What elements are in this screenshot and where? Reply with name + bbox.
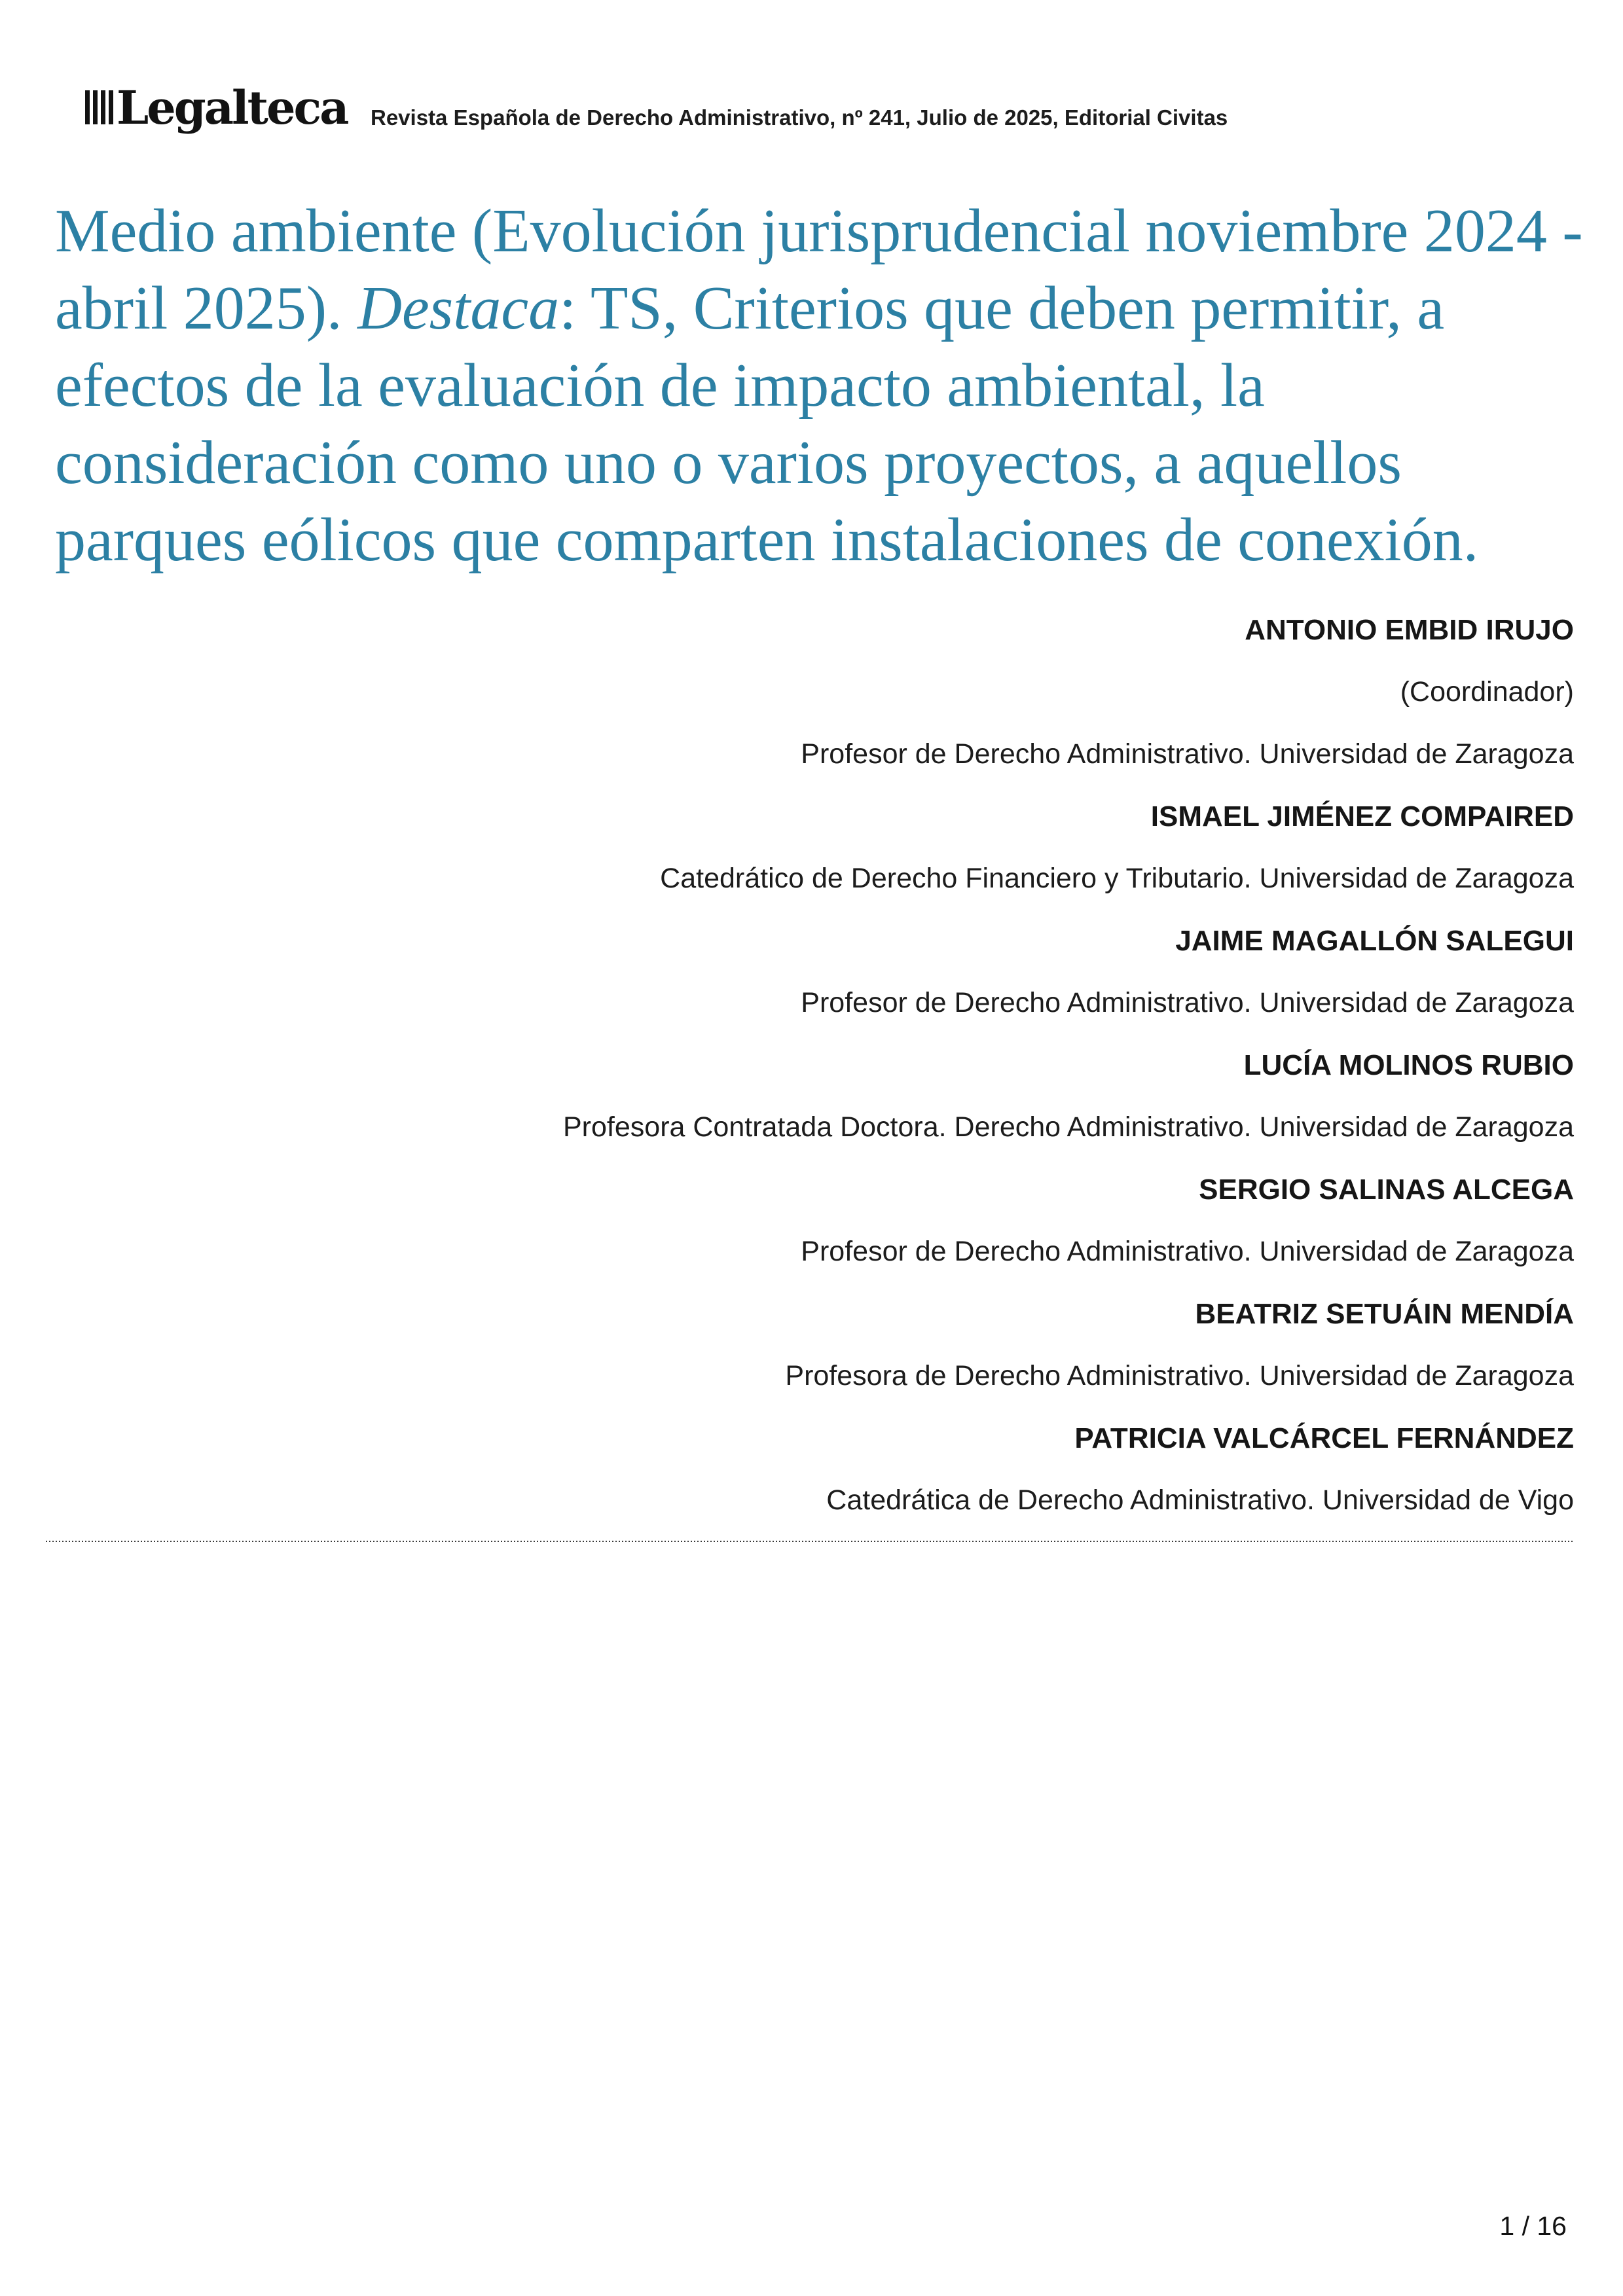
title-lead: Medio ambiente (Evolución jurisprudencial noviembre 2024 - abril 2025). xyxy=(55,197,1583,342)
author-affiliation: Profesora Contratada Doctora. Derecho Administrativo. Universidad de Zaragoza xyxy=(563,1111,1574,1143)
author-affiliation: Profesor de Derecho Administrativo. Universidad de Zaragoza xyxy=(801,987,1574,1018)
authors-block xyxy=(264,599,1574,1532)
author-name: JAIME MAGALLÓN SALEGUI xyxy=(1175,925,1574,957)
page-indicator: 1 / 16 xyxy=(1499,2211,1567,2241)
dotted-separator xyxy=(46,1541,1573,1543)
logo-text: Legalteca xyxy=(117,81,348,135)
author-affiliation: Profesora de Derecho Administrativo. Universidad de Zaragoza xyxy=(785,1360,1574,1391)
title-emphasis: Destaca xyxy=(357,274,560,342)
author-affiliation: Catedrática de Derecho Administrativo. Universidad de Vigo xyxy=(826,1484,1574,1516)
document-title xyxy=(55,192,1587,579)
author-affiliation: (Coordinador) xyxy=(1400,676,1574,708)
author-name: LUCÍA MOLINOS RUBIO xyxy=(1243,1049,1574,1081)
legalteca-bars-icon xyxy=(85,90,113,124)
author-name: BEATRIZ SETUÁIN MENDÍA xyxy=(1195,1298,1574,1330)
author-affiliation: Profesor de Derecho Administrativo. Universidad de Zaragoza xyxy=(801,738,1574,770)
author-name: PATRICIA VALCÁRCEL FERNÁNDEZ xyxy=(1074,1422,1574,1454)
author-affiliation: Profesor de Derecho Administrativo. Universidad de Zaragoza xyxy=(801,1236,1574,1267)
author-name: ANTONIO EMBID IRUJO xyxy=(1245,614,1574,646)
brand-logo xyxy=(85,81,348,135)
author-name: ISMAEL JIMÉNEZ COMPAIRED xyxy=(1150,800,1574,833)
author-name: SERGIO SALINAS ALCEGA xyxy=(1199,1174,1574,1206)
journal-header-line: Revista Española de Derecho Administrativo, nº 241, Julio de 2025, Editorial Civitas xyxy=(371,105,1228,130)
title-rest: : TS, Criterios que deben permitir, a efectos de la evaluación de impacto ambiental, la consideración como uno o varios proyectos, a aquellos parques eólicos que comparten instalaciones de conexión. xyxy=(55,274,1479,574)
author-affiliation: Catedrático de Derecho Financiero y Tributario. Universidad de Zaragoza xyxy=(660,863,1574,894)
